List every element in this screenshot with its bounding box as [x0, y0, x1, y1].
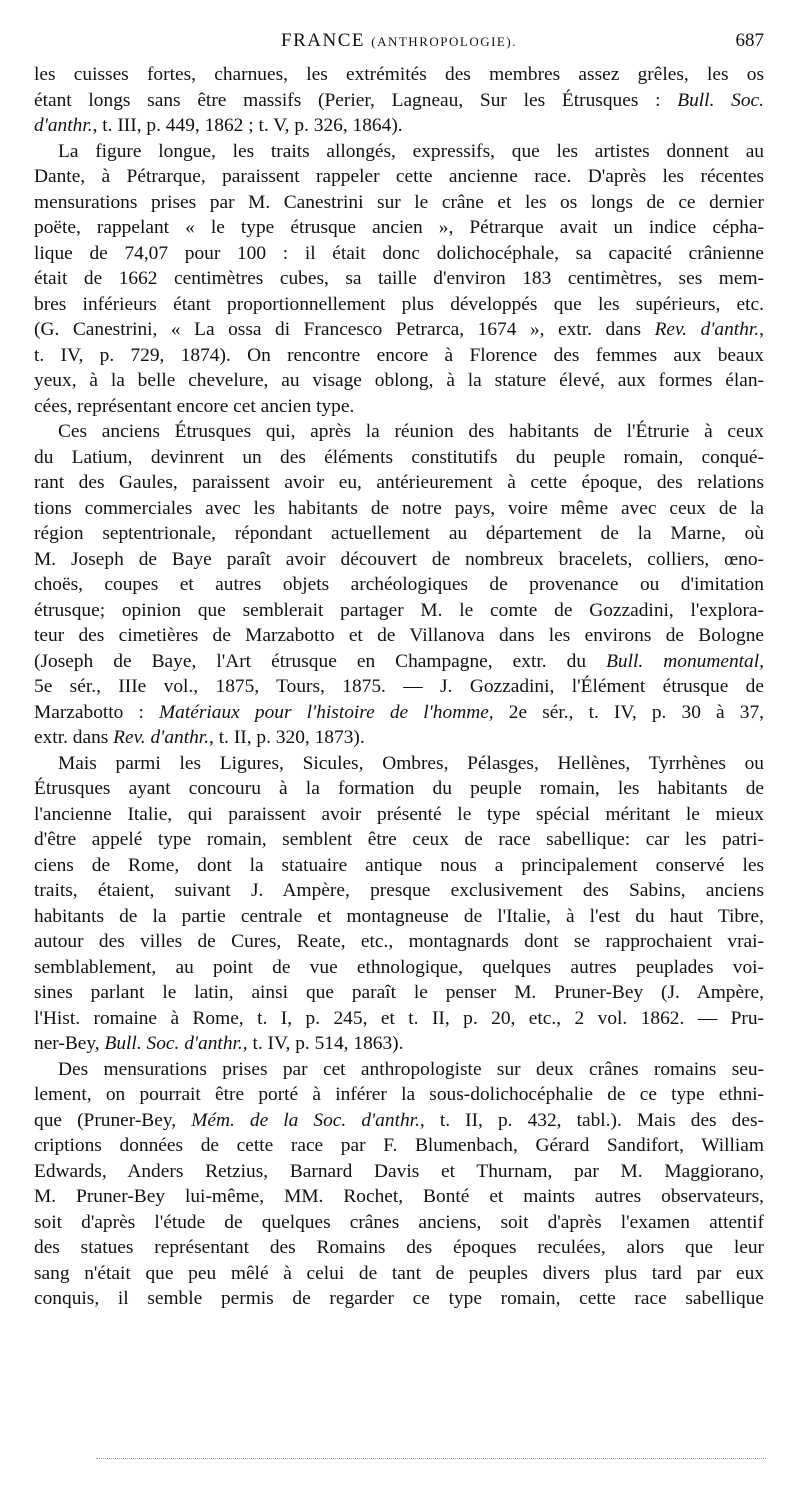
text-line: était de 1662 centimètres cubes, sa taille d'environ 183 centimètres, ses mem-	[34, 268, 764, 289]
text-line: les cuisses fortes, charnues, les extrémités des membres assez grêles, les os	[34, 64, 764, 85]
text-line: habitants de la partie centrale et montagneuse de l'Italie, à l'est du haut Tibre,	[34, 905, 764, 927]
text-line: cées, représentant encore cet ancien type.	[34, 395, 355, 417]
text-line: lique de 74,07 pour 100 : il était donc dolichocéphale, sa capacité crânienne	[34, 242, 764, 264]
italic-citation: Matériaux pour l'histoire de l'homme,	[159, 701, 494, 723]
body-text	[34, 62, 764, 1312]
text-line: étant longs sans être massifs (Perier, Lagneau, Sur les Étrusques : Bull. Soc.	[34, 89, 764, 111]
text-line: sines parlant le latin, ainsi que paraît le penser M. Pruner-Bey (J. Ampère,	[34, 982, 764, 1003]
text-line: yeux, à la belle chevelure, au visage oblong, à la stature élevé, aux formes élan-	[34, 370, 764, 391]
text-line: La figure longue, les traits allongés, expressifs, que les artistes donnent au	[58, 140, 764, 162]
text-line: du Latium, devinrent un des éléments constitutifs du peuple romain, conqué-	[34, 446, 764, 468]
paragraph	[34, 62, 764, 139]
text-line: Étrusques ayant concouru à la formation du peuple romain, les habitants de	[34, 778, 764, 799]
header-title: FRANCE	[281, 30, 366, 51]
text-line: conquis, il semble permis de regarder ce type romain, cette race sabellique	[34, 1288, 764, 1309]
text-line: l'Hist. romaine à Rome, t. I, p. 245, et t. II, p. 20, etc., 2 vol. 1862. — Pru-	[34, 1007, 764, 1029]
text-line: sang n'était que peu mêlé à celui de tant de peuples divers plus tard par eux	[34, 1262, 764, 1284]
text-line: semblablement, au point de vue ethnologique, quelques autres peuplades voi-	[34, 956, 764, 978]
text-line: criptions données de cette race par F. Blumenbach, Gérard Sandifort, William	[34, 1135, 764, 1156]
running-head	[34, 30, 764, 56]
text-line: traits, étaient, suivant J. Ampère, presque exclusivement des Sabins, anciens	[34, 880, 764, 901]
text-line: t. IV, p. 729, 1874). On rencontre encore à Florence des femmes aux beaux	[34, 344, 764, 366]
italic-citation: Bull. Soc.	[677, 89, 764, 111]
paragraph	[34, 751, 764, 1057]
text-line: l'ancienne Italie, qui paraissent avoir présenté le type spécial méritant le mieux	[34, 803, 764, 825]
text-line: autour des villes de Cures, Reate, etc., montagnards dont se rapprochaient vrai-	[34, 931, 764, 952]
text-line: M. Pruner-Bey lui-même, MM. Rochet, Bonté et maints autres observateurs,	[34, 1186, 764, 1207]
paragraph	[34, 419, 764, 751]
header-section: (ANTHROPOLOGIE).	[371, 34, 517, 49]
text-line: rant des Gaules, paraissent avoir eu, antérieurement à cette époque, des relations	[34, 472, 764, 493]
text-line: que (Pruner-Bey, Mém. de la Soc. d'anthr., t. II, p. 432, tabl.). Mais des des-	[34, 1109, 764, 1131]
page-number: 687	[735, 30, 764, 51]
text-line: ciens de Rome, dont la statuaire antique nous a principalement conservé les	[34, 854, 764, 876]
italic-citation: Bull. monumental,	[606, 650, 764, 672]
text-line: Des mensurations prises par cet anthropologiste sur deux crânes romains seu-	[58, 1058, 764, 1080]
text-line: région septentrionale, répondant actuellement au département de la Marne, où	[34, 523, 764, 544]
text-line: d'être appelé type romain, semblent être ceux de race sabellique: car les patri-	[34, 829, 764, 850]
text-line: teur des cimetières de Marzabotto et de Villanova dans les environs de Bologne	[34, 625, 764, 646]
text-line: M. Joseph de Baye paraît avoir découvert de nombreux bracelets, colliers, œno-	[34, 548, 764, 570]
text-line: d'anthr., t. III, p. 449, 1862 ; t. V, p. 326, 1864).	[34, 115, 403, 136]
italic-citation: Rev. d'anthr.	[113, 727, 210, 748]
text-line: soit d'après l'étude de quelques crânes anciens, soit d'après l'examen attentif	[34, 1211, 764, 1233]
bottom-rule	[96, 1458, 766, 1459]
paragraph	[34, 139, 764, 420]
text-line: choës, coupes et autres objets archéologiques de provenance ou d'imitation	[34, 574, 764, 595]
text-line: Marzabotto : Matériaux pour l'histoire de l'homme, 2e sér., t. IV, p. 30 à 37,	[34, 701, 764, 723]
text-line: Dante, à Pétrarque, paraissent rappeler cette ancienne race. D'après les récentes	[34, 166, 764, 187]
text-line: (Joseph de Baye, l'Art étrusque en Champagne, extr. du Bull. monumental,	[34, 650, 764, 672]
text-line: mensurations prises par M. Canestrini sur le crâne et les os longs de ce dernier	[34, 191, 764, 213]
text-line: tions commerciales avec les habitants de notre pays, voire même avec ceux de la	[34, 497, 764, 519]
italic-citation: Mém. de la Soc. d'anthr.	[191, 1109, 420, 1131]
text-line: Ces anciens Étrusques qui, après la réunion des habitants de l'Étrurie à ceux	[58, 421, 764, 442]
text-line: Mais parmi les Ligures, Sicules, Ombres, Pélasges, Hellènes, Tyrrhènes ou	[58, 752, 764, 774]
text-line: Edwards, Anders Retzius, Barnard Davis et Thurnam, par M. Maggiorano,	[34, 1160, 764, 1182]
text-line: lement, on pourrait être porté à inférer la sous-dolichocéphalie de ce type ethni-	[34, 1084, 764, 1105]
text-line: extr. dans Rev. d'anthr., t. II, p. 320, 1873).	[34, 727, 365, 748]
text-line: étrusque; opinion que semblerait partager M. le comte de Gozzadini, l'explora-	[34, 599, 764, 621]
italic-citation: Rev. d'anthr.	[654, 319, 760, 340]
paragraph	[34, 1057, 764, 1312]
text-line: poëte, rappelant « le type étrusque ancien », Pétrarque avait un indice cépha-	[34, 217, 764, 238]
text-line: 5e sér., IIIe vol., 1875, Tours, 1875. — J. Gozzadini, l'Élément étrusque de	[34, 676, 764, 697]
text-line: des statues représentant des Romains des époques reculées, alors que leur	[34, 1237, 764, 1258]
text-line: (G. Canestrini, « La ossa di Francesco Petrarca, 1674 », extr. dans Rev. d'anthr.,	[34, 319, 764, 340]
text-line: ner-Bey, Bull. Soc. d'anthr., t. IV, p. 514, 1863).	[34, 1033, 404, 1054]
italic-citation: Bull. Soc. d'anthr.	[104, 1033, 243, 1054]
italic-citation: d'anthr.	[34, 115, 93, 136]
text-line: bres inférieurs étant proportionnellement plus développés que les supérieurs, etc.	[34, 293, 764, 315]
running-title	[34, 30, 764, 52]
